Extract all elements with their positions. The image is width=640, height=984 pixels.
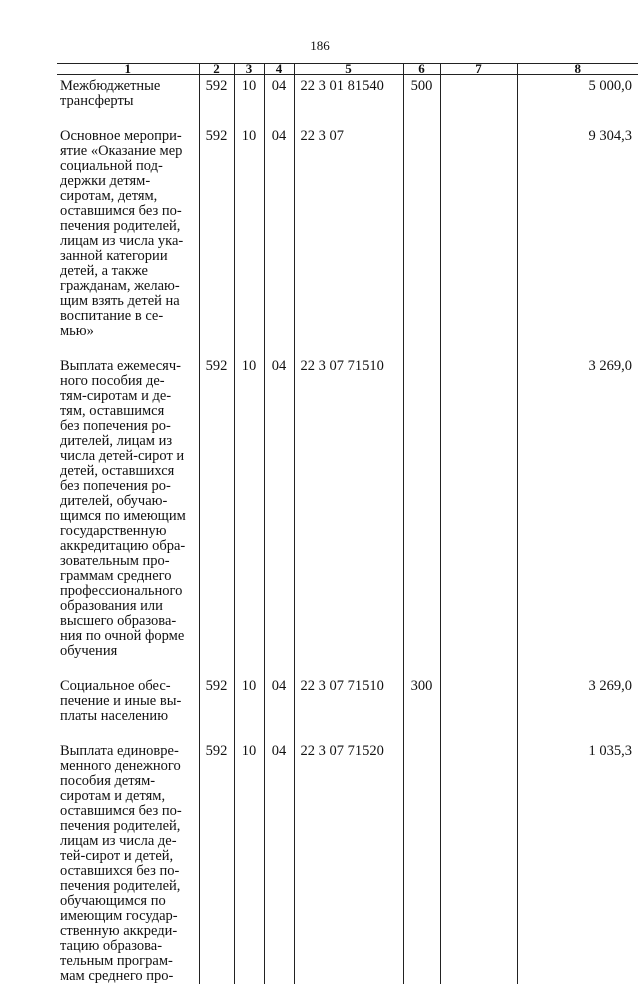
row-ministry-code: 592 — [199, 355, 234, 659]
row-col7 — [440, 675, 517, 724]
table-header-row — [57, 64, 638, 75]
column-header: 2 — [199, 64, 234, 75]
row-amount: 3 269,0 — [517, 675, 638, 724]
row-col7 — [440, 125, 517, 339]
column-header: 4 — [264, 64, 294, 75]
row-amount: 9 304,3 — [517, 125, 638, 339]
table-row — [57, 125, 638, 339]
table-row — [57, 675, 638, 724]
column-header: 6 — [403, 64, 440, 75]
row-section-code: 10 — [234, 675, 264, 724]
row-amount: 5 000,0 — [517, 75, 638, 110]
budget-table — [57, 63, 638, 984]
row-spacer — [57, 109, 638, 125]
row-spacer — [57, 724, 638, 740]
row-ministry-code: 592 — [199, 75, 234, 110]
row-section-code: 10 — [234, 125, 264, 339]
column-header: 7 — [440, 64, 517, 75]
table-row — [57, 355, 638, 659]
row-section-code: 10 — [234, 75, 264, 110]
row-subsection-code: 04 — [264, 675, 294, 724]
row-expense-type: 300 — [403, 675, 440, 724]
row-target-article: 22 3 07 71520 — [294, 740, 403, 984]
row-section-code: 10 — [234, 355, 264, 659]
table-row — [57, 75, 638, 110]
row-target-article: 22 3 07 — [294, 125, 403, 339]
row-col7 — [440, 740, 517, 984]
row-ministry-code: 592 — [199, 125, 234, 339]
row-expense-type: 500 — [403, 75, 440, 110]
row-subsection-code: 04 — [264, 75, 294, 110]
row-ministry-code: 592 — [199, 675, 234, 724]
table-row — [57, 740, 638, 984]
row-subsection-code: 04 — [264, 355, 294, 659]
row-name: Выплата ежемесяч- ного пособия де- тям-сиротам и де- тям, оставшимся без попечения ро- дителей, лицам из числа детей-сирот и детей, оставшихся без попечения ро- дителей, обучаю- щимся по имеющим государственную аккредитацию обра- зовательным про- граммам среднего профессионального образования или высшего образова- ния по очной форме обучения — [60, 358, 186, 659]
row-amount: 3 269,0 — [517, 355, 638, 659]
column-header: 1 — [57, 64, 199, 75]
row-col7 — [440, 355, 517, 659]
column-header: 3 — [234, 64, 264, 75]
page-number: 186 — [310, 38, 330, 53]
row-subsection-code: 04 — [264, 740, 294, 984]
row-expense-type — [403, 355, 440, 659]
row-amount: 1 035,3 — [517, 740, 638, 984]
row-spacer — [57, 659, 638, 675]
row-expense-type — [403, 740, 440, 984]
row-target-article: 22 3 01 81540 — [294, 75, 403, 110]
row-subsection-code: 04 — [264, 125, 294, 339]
column-header: 5 — [294, 64, 403, 75]
row-col7 — [440, 75, 517, 110]
row-name: Основное меропри- ятие «Оказание мер социальной под- держки детям- сиротам, детям, оставшимся без по- печения родителей, лицам из числа ука- занной категории детей, а также гражданам, желаю- щим взять детей на воспитание в се- мью» — [60, 128, 184, 339]
row-target-article: 22 3 07 71510 — [294, 675, 403, 724]
row-name: Выплата единовре- менного денежного пособия детям- сиротам и детям, оставшимся без по- печения родителей, лицам из числа де- тей-сирот и детей, оставшихся без по- печения родителей, обучающимся по имеющим государ- ственную аккреди- тацию образова- тельным програм- мам среднего про- — [60, 743, 182, 984]
row-expense-type — [403, 125, 440, 339]
row-target-article: 22 3 07 71510 — [294, 355, 403, 659]
row-name: Социальное обес- печение и иные вы- платы населению — [60, 678, 182, 724]
column-header: 8 — [517, 64, 638, 75]
row-section-code: 10 — [234, 740, 264, 984]
row-spacer — [57, 339, 638, 355]
row-ministry-code: 592 — [199, 740, 234, 984]
row-name: Межбюджетные трансферты — [60, 78, 161, 109]
